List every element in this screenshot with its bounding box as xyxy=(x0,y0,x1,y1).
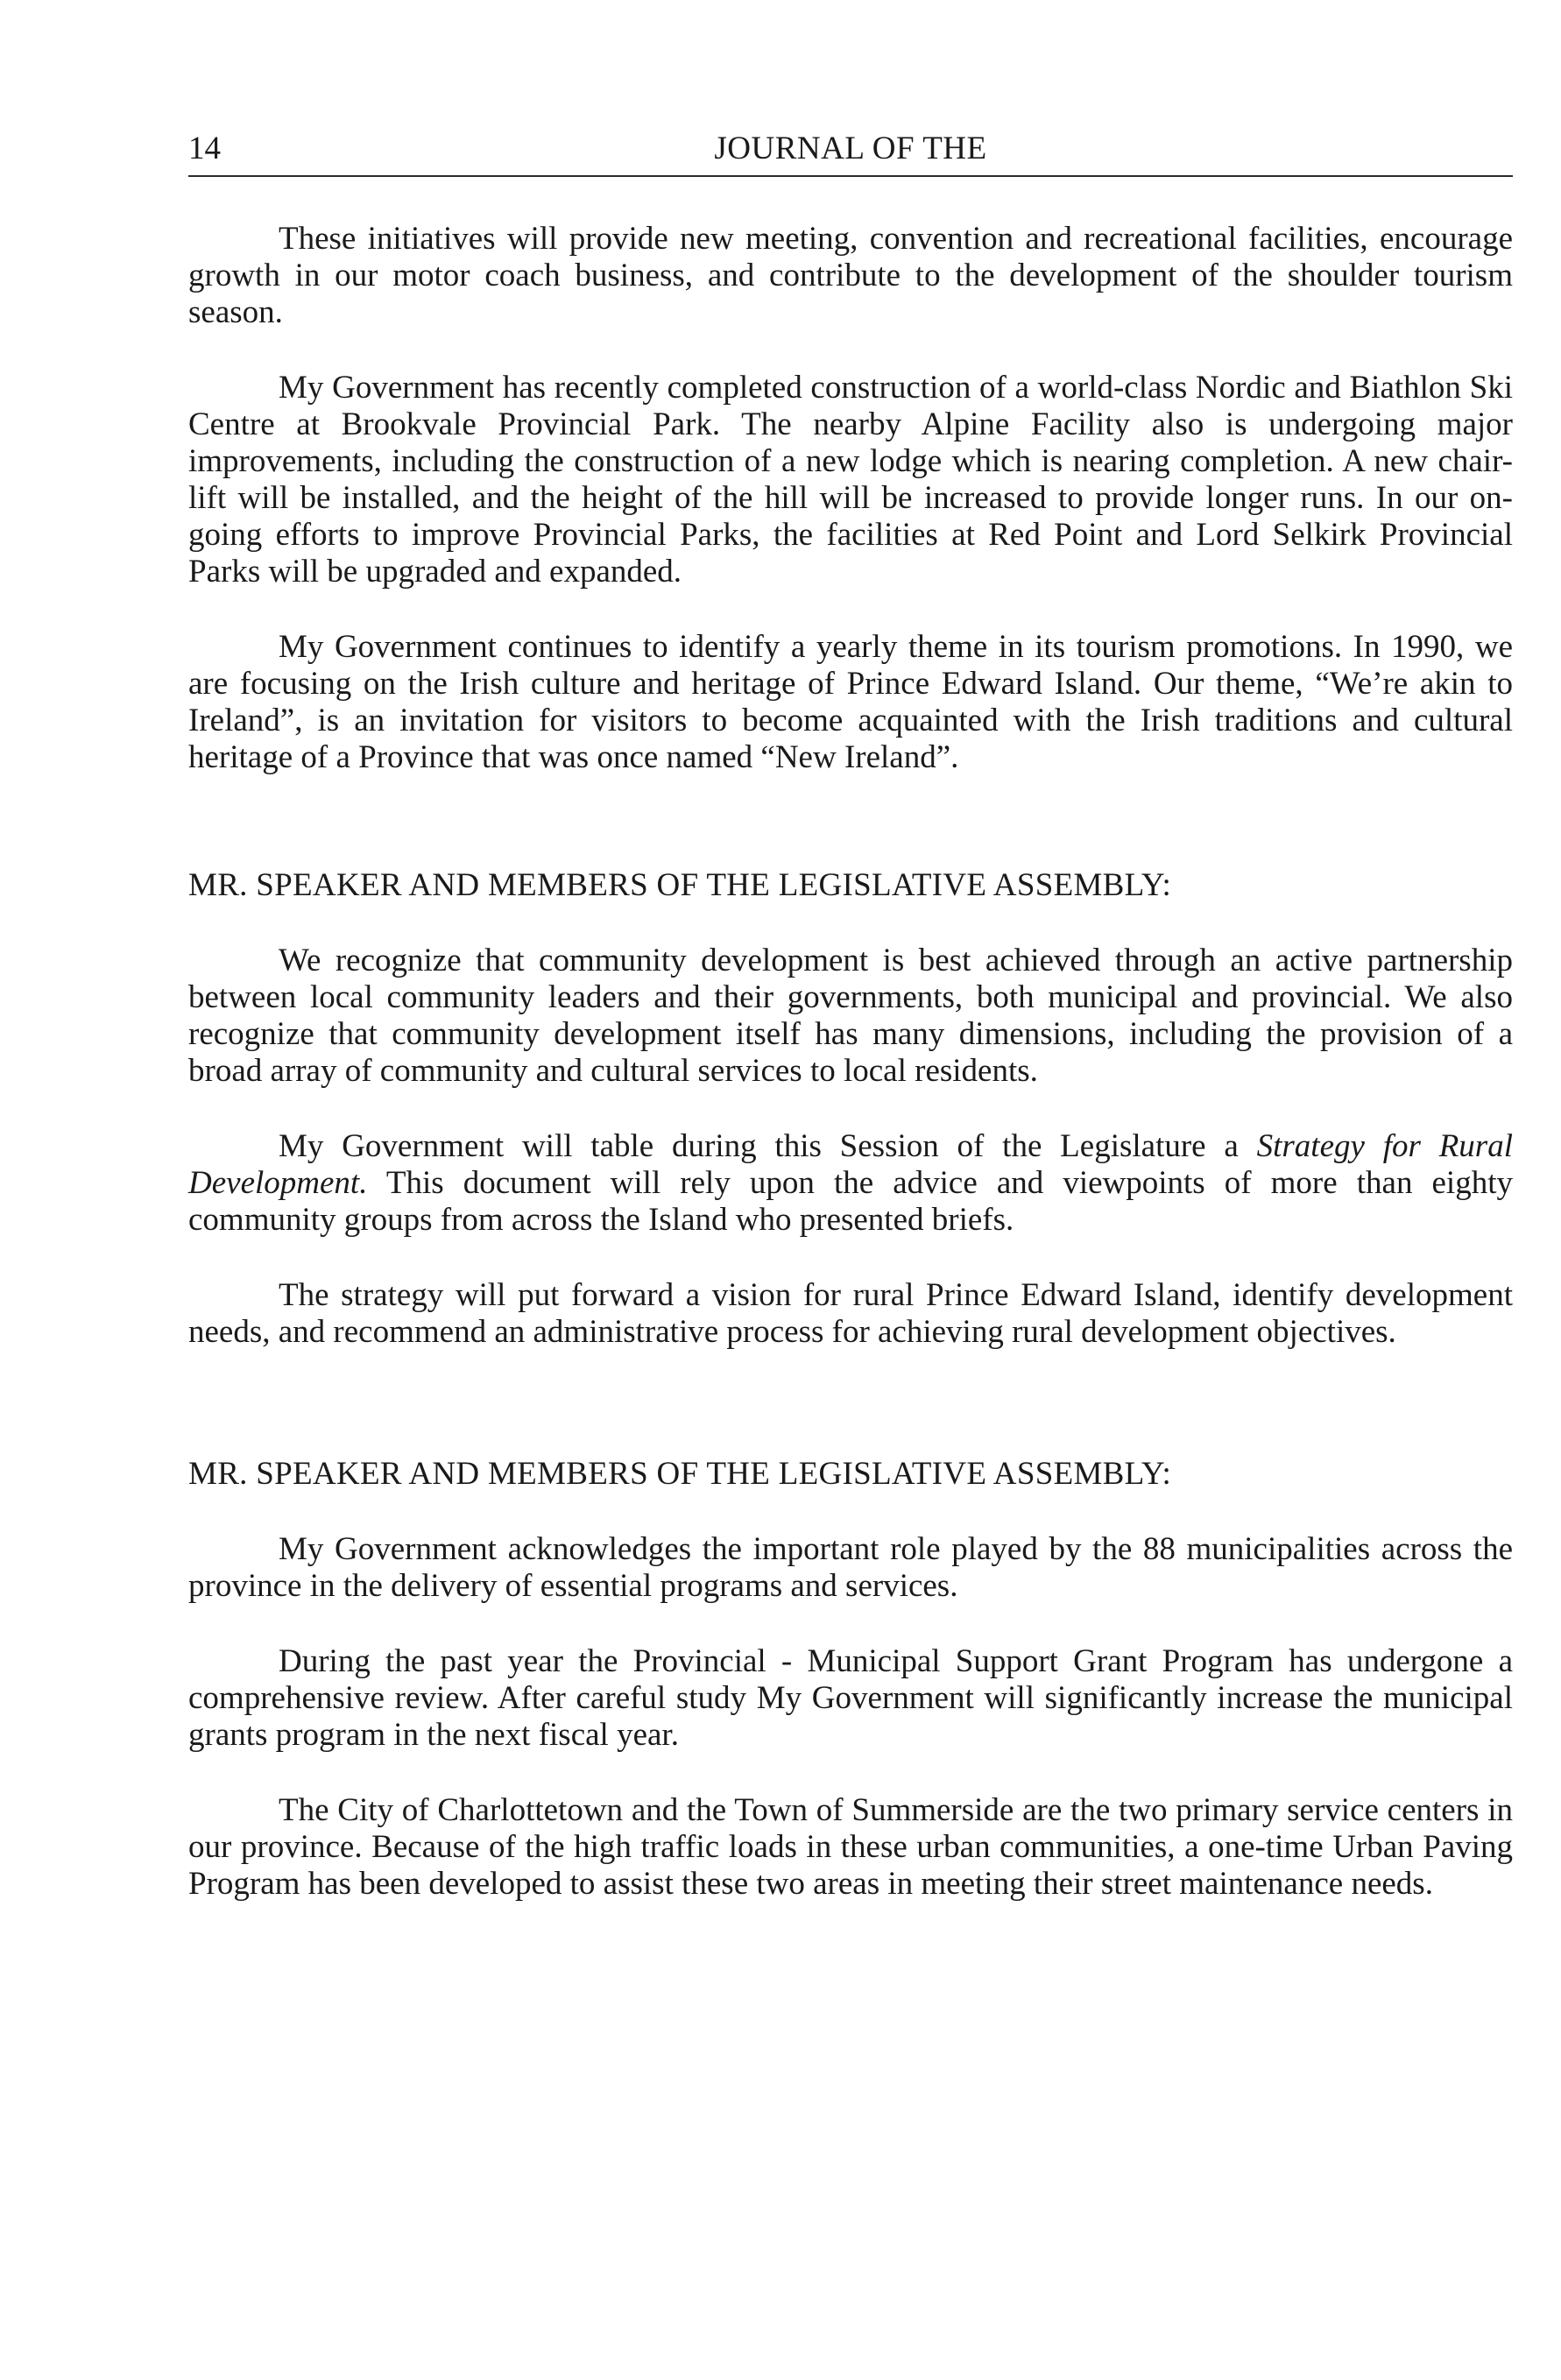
paragraph-strategy-vision: The strategy will put forward a vision for rural Prince Edward Island, identify development needs, and recommend an administrative process for achieving rural development objectives. xyxy=(188,1277,1513,1350)
section-heading-municipalities: MR. SPEAKER AND MEMBERS OF THE LEGISLATIVE ASSEMBLY: xyxy=(188,1456,1172,1492)
paragraph-tourism-theme: My Government continues to identify a yearly theme in its tourism promotions. In 1990, we are focusing on the Irish culture and heritage of Prince Edward Island. Our theme, “We’re akin to Ireland”, is an invitation for visitors to become acquainted with the Irish traditions and cultural heritage of a Province that was once named “New Ireland”. xyxy=(188,629,1513,775)
paragraph-urban-paving: The City of Charlottetown and the Town of Summerside are the two primary service centers in our province. Because of the high traffic loads in these urban communities, a one-time Urban Paving Program has been developed to assist these two areas in meeting their street maintenance needs. xyxy=(188,1792,1513,1902)
paragraph-community-partnership: We recognize that community development is best achieved through an active partnership between local community leaders and their governments, both municipal and provincial. We also recognize that community development itself has many dimensions, including the provision of a broad array of community and cultural services to local residents. xyxy=(188,943,1513,1089)
rural-strategy-text-before: My Government will table during this Session of the Legislature a xyxy=(279,1128,1257,1164)
page-number: 14 xyxy=(188,131,221,166)
journal-title: JOURNAL OF THE xyxy=(714,131,987,166)
paragraph-municipalities-role: My Government acknowledges the important role played by the 88 municipalities across the province in the delivery of essential programs and services. xyxy=(188,1531,1513,1604)
paragraph-tourism-initiatives: These initiatives will provide new meeting, convention and recreational facilities, encourage growth in our motor coach business, and contribute to the development of the shoulder tourism season. xyxy=(188,221,1513,330)
section-heading-community-development: MR. SPEAKER AND MEMBERS OF THE LEGISLATIVE ASSEMBLY: xyxy=(188,867,1172,903)
running-header xyxy=(188,123,1513,177)
rural-strategy-document-title: Strategy for Rural Development. xyxy=(188,1128,1513,1201)
rural-strategy-text-after: This document will rely upon the advice and viewpoints of more than eighty community groups from across the Island who presented briefs. xyxy=(188,1165,1513,1238)
paragraph-rural-strategy xyxy=(188,1128,1513,1239)
paragraph-ski-centre: My Government has recently completed construction of a world-class Nordic and Biathlon Ski Centre at Brookvale Provincial Park. The nearby Alpine Facility also is undergoing major improvements, including the construction of a new lodge which is nearing completion. A new chair-lift will be installed, and the height of the hill will be increased to provide longer runs. In our on-going efforts to improve Provincial Parks, the facilities at Red Point and Lord Selkirk Provincial Parks will be upgraded and expanded. xyxy=(188,370,1513,590)
paragraph-grant-review: During the past year the Provincial - Municipal Support Grant Program has undergone a comprehensive review. After careful study My Government will significantly increase the municipal grants program in the next fiscal year. xyxy=(188,1643,1513,1753)
journal-page xyxy=(188,123,1513,1941)
page-body xyxy=(188,221,1513,1903)
